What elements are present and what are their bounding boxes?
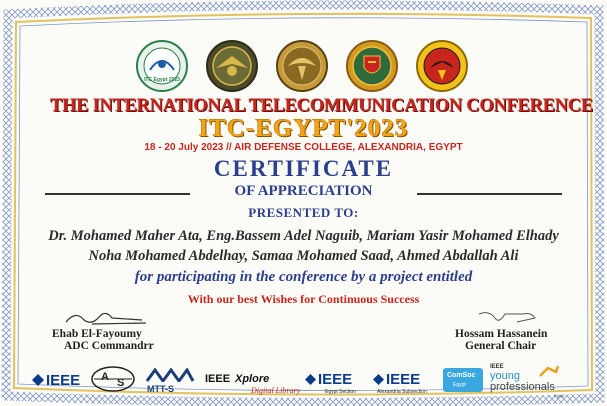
recipient-names-line-2: Noha Mohamed Abdelhay, Samaa Mohamed Saad, Ahmed Abdallah Ali [88, 248, 519, 264]
right-signatory-role: General Chair [465, 340, 537, 352]
certificate-heading: CERTIFICATE [213, 156, 394, 181]
header-logos [130, 40, 470, 100]
ieee-diamond-icon [373, 374, 384, 385]
mtts-logo: MTT-S [143, 364, 198, 398]
left-signatory-name: Ehab El-Fayoumy [52, 328, 142, 340]
right-divider [417, 193, 562, 195]
participation-statement: for participating in the conference by a project entitled [134, 269, 473, 285]
eagle-emblem-icon [276, 40, 328, 92]
ieee-xplore-logo: IEEE Xplore Digital Library [205, 373, 301, 395]
sponsor-logos-row [0, 364, 607, 398]
wishes-line: With our best Wishes for Continuous Success [187, 292, 420, 306]
date-location: 18 - 20 July 2023 // AIR DEFENSE COLLEGE, ALEXANDRIA, EGYPT [144, 142, 463, 153]
ieee-logo: IEEE [32, 364, 87, 398]
ieee-diamond-icon [305, 374, 316, 385]
ieee-young-professionals-logo: IEEE young professionals Egypt [490, 364, 565, 398]
itc-egypt-icon [136, 40, 188, 92]
ieee-egypt-section-logo: IEEE Egypt Section [305, 364, 373, 398]
conference-title: THE INTERNATIONAL TELECOMMUNICATION CONFERENCE [50, 96, 593, 116]
logo-caption: ITC Egypt 2023 [144, 77, 180, 83]
ieee-diamond-icon [32, 374, 44, 386]
left-signature-block [52, 308, 172, 358]
left-signature-icon [62, 308, 152, 328]
air-defense-emblem-icon [206, 40, 258, 92]
left-signatory-role: ADC Commandrr [64, 340, 154, 352]
right-signatory-name: Hossam Hassanein [455, 328, 548, 340]
recipient-names-line-1: Dr. Mohamed Maher Ata, Eng.Bassem Adel Naguib, Mariam Yasir Mohamed Elhady [48, 228, 559, 244]
mtts-emblem-icon [145, 368, 195, 382]
presented-to-label: PRESENTED TO: [248, 205, 359, 220]
yp-arrow-icon [538, 364, 560, 378]
falcon-crest-icon [416, 40, 468, 92]
comsoc-egypt-logo: ComSoc Egypt [443, 364, 485, 398]
aess-emblem-icon [90, 364, 136, 394]
certificate-subheading: OF APPRECIATION [234, 183, 373, 199]
ieee-alexandria-subsection-logo: IEEE Alexandria Subsection [373, 364, 441, 398]
right-signature-block [455, 308, 575, 358]
aess-logo: A S [90, 364, 138, 398]
conference-short-title: ITC-EGYPT'2023 [198, 115, 409, 142]
right-signature-icon [469, 308, 559, 328]
shield-crest-icon [346, 40, 398, 92]
